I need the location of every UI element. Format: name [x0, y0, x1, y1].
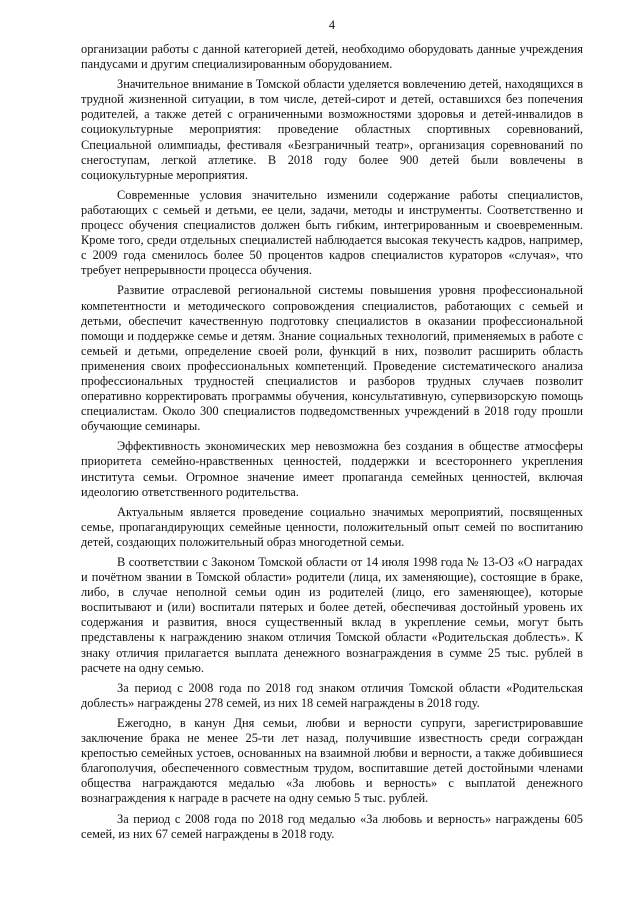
paragraph-2: Значительное внимание в Томской области уделяется вовлечению детей, находящихся в трудной жизненной ситуации, в том числе, детей-сирот и детей, оставшихся без попечения родителей, а также детей с ограниченными возможностями здоровья и детей-инвалидов в социокультурные мероприятия: проведение областных спортивных соревнований, Специальной олимпиады, фестиваля «Безграничный театр», организация соревнований по снегоступам, легкой атлетике. В 2018 году более 900 детей были вовлечены в социокультурные мероприятия. [81, 77, 583, 182]
paragraph-9: Ежегодно, в канун Дня семьи, любви и верности супруги, зарегистрировавшие заключение брака не менее 25-ти лет назад, получившие известность среди сограждан крепостью семейных устоев, основанных на взаимной любви и верности, а также добившиеся благополучия, обеспеченного совместным трудом, воспитавшие детей достойными членами общества награждаются медалью «За любовь и верность» с выплатой денежного вознаграждения к награде в расчете на одну семью 5 тыс. рублей. [81, 715, 583, 806]
paragraph-1: организации работы с данной категорией детей, необходимо оборудовать данные учреждения пандусами и другим специализированным оборудованием. [81, 42, 583, 72]
paragraph-6: Актуальным является проведение социально значимых мероприятий, посвященных семье, пропагандирующих семейные ценности, положительный опыт семей по воспитанию детей, создающих положительный образ многодетной семьи. [81, 504, 583, 549]
paragraph-10: За период с 2008 года по 2018 год медалью «За любовь и верность» награждены 605 семей, из них 67 семей награждены в 2018 году. [81, 811, 583, 841]
paragraph-3: Современные условия значительно изменили содержание работы специалистов, работающих с семьей и детьми, ее цели, задачи, методы и инструменты. Соответственно и процесс обучения специалистов должен быть гибким, интегрированным и своевременным. Кроме того, среди отдельных специалистей наблюдается высокая текучесть кадров, например, с 2009 года сменилось более 50 процентов кадров специалистов кураторов «случая», что требует непрерывности процесса обучения. [81, 187, 583, 278]
paragraph-8: За период с 2008 года по 2018 год знаком отличия Томской области «Родительская доблесть» награждены 278 семей, из них 18 семей награждены в 2018 году. [81, 680, 583, 710]
paragraph-5: Эффективность экономических мер невозможна без создания в обществе атмосферы приоритета семейно-нравственных ценностей, поддержки и всестороннего укрепления института семьи. Огромное значение имеет пропаганда семейных ценностей, включая идеологию ответственного родительства. [81, 439, 583, 499]
page-number: 4 [328, 18, 336, 32]
paragraph-4: Развитие отраслевой региональной системы повышения уровня профессиональной компетентности и методического сопровождения специалистов, работающих с семьей и детьми, обеспечит качественную подготовку специалистов в оказании профессиональной помощи и поддержке семье и детям. Знание социальных технологий, применяемых в работе с семьей и детьми, определение своей роли, функций в них, позволит расширить область применения своих профессиональных компетенций. Проведение систематического анализа профессиональных трудностей специалистов и разборов трудных случаев позволит оперативно корректировать программы обучения, консультативную, супервизорскую помощь специалистам. Около 300 специалистов подведомственных учреждений в 2018 году прошли обучающие семинары. [81, 283, 583, 434]
paragraph-7: В соответствии с Законом Томской области от 14 июля 1998 года № 13-ОЗ «О наградах и почётном звании в Томской области» родители (лица, их заменяющие), состоящие в браке, либо, в случае неполной семьи один из родителей (лицо, его заменяющее), которые воспитывают и (или) воспитали пятерых и более детей, обеспечивая достойный уровень их содержания и развития, внося существенный вклад в укрепление семьи, могут быть представлены к награждению знаком отличия Томской области «Родительская доблесть». К знаку отличия прилагается выплата денежного вознаграждения в сумме 25 тыс. рублей в расчете на одну семью. [81, 555, 583, 675]
